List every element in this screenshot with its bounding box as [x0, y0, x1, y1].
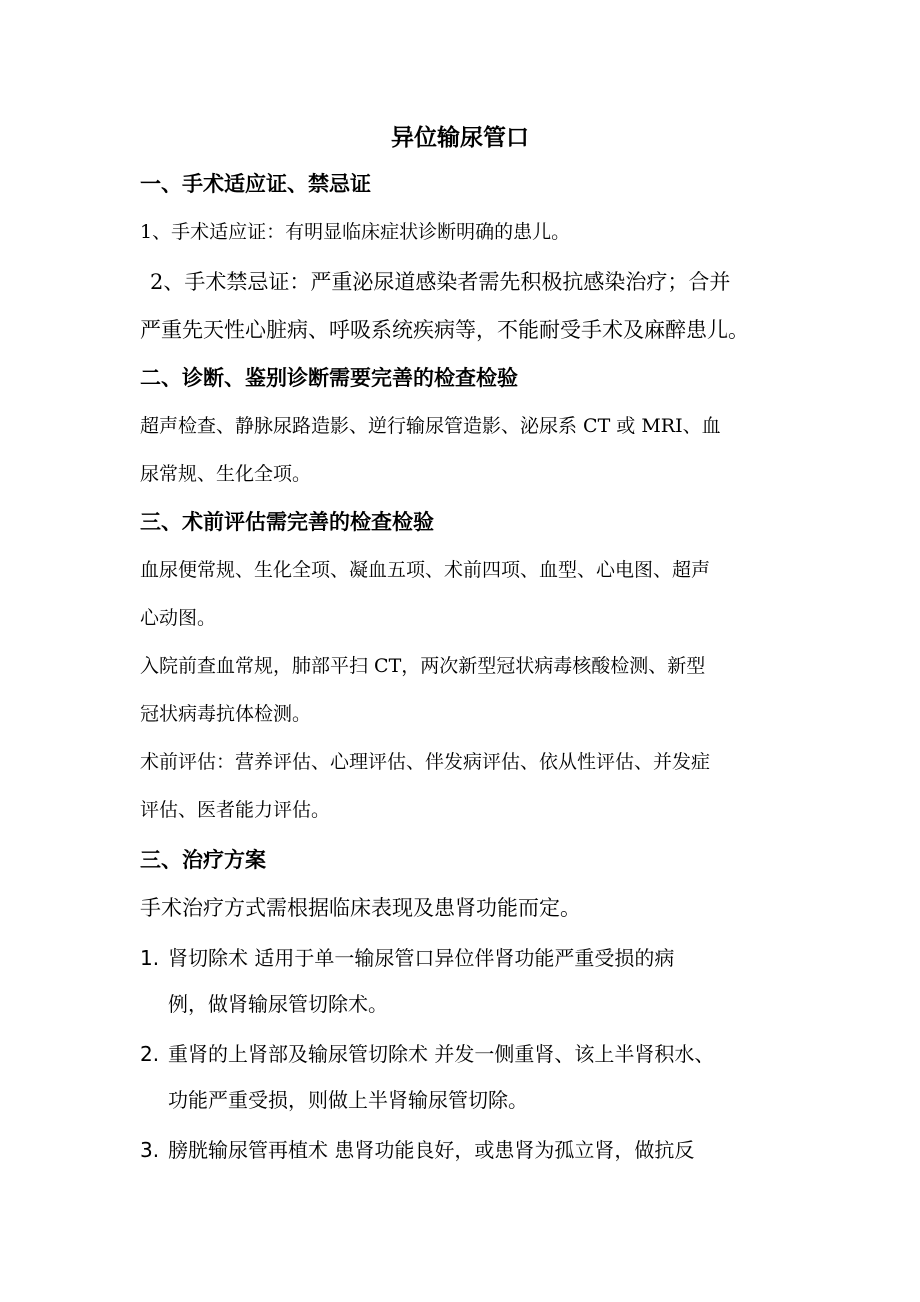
- list-number: 2.: [140, 1042, 160, 1066]
- paragraph-line: 术前评估：营养评估、心理评估、伴发病评估、依从性评估、并发症: [140, 751, 711, 773]
- section-heading: 二、诊断、鉴别诊断需要完善的检查检验: [140, 366, 518, 390]
- paragraph-line: 手术治疗方式需根据临床表现及患肾功能而定。: [140, 896, 581, 920]
- document-title: 异位输尿管口: [391, 125, 529, 151]
- paragraph-line: 入院前查血常规，肺部平扫 CT，两次新型冠状病毒核酸检测、新型: [140, 655, 706, 677]
- paragraph-line: 尿常规、生化全项。: [140, 463, 312, 485]
- list-item-line: 膀胱输尿管再植术 患肾功能良好，或患肾为孤立肾，做抗反: [168, 1138, 695, 1162]
- list-number: 3.: [140, 1138, 160, 1162]
- section-heading: 一、手术适应证、禁忌证: [140, 172, 371, 196]
- paragraph-line: 2、手术禁忌证：严重泌尿道感染者需先积极抗感染治疗；合并: [150, 270, 731, 294]
- list-item-line: 肾切除术 适用于单一输尿管口异位伴肾功能严重受损的病: [168, 946, 675, 970]
- paragraph-line: 冠状病毒抗体检测。: [140, 703, 312, 725]
- paragraph-line: 1、手术适应证：有明显临床症状诊断明确的患儿。: [140, 221, 571, 243]
- paragraph-line: 超声检查、静脉尿路造影、逆行输尿管造影、泌尿系 CT 或 MRI、血: [140, 415, 721, 437]
- section-heading: 三、术前评估需完善的检查检验: [140, 510, 434, 534]
- paragraph-line: 心动图。: [140, 607, 217, 629]
- paragraph-line: 血尿便常规、生化全项、凝血五项、术前四项、血型、心电图、超声: [140, 559, 711, 581]
- paragraph-line: 评估、医者能力评估。: [140, 799, 331, 821]
- list-item-line: 例，做肾输尿管切除术。: [168, 992, 388, 1016]
- list-item-line: 功能严重受损，则做上半肾输尿管切除。: [168, 1088, 528, 1112]
- list-number: 1.: [140, 946, 160, 970]
- section-heading: 三、治疗方案: [140, 848, 266, 872]
- list-item-line: 重肾的上肾部及输尿管切除术 并发一侧重肾、该上半肾积水、: [168, 1042, 715, 1066]
- paragraph-line: 严重先天性心脏病、呼吸系统疾病等，不能耐受手术及麻醉患儿。: [140, 318, 749, 342]
